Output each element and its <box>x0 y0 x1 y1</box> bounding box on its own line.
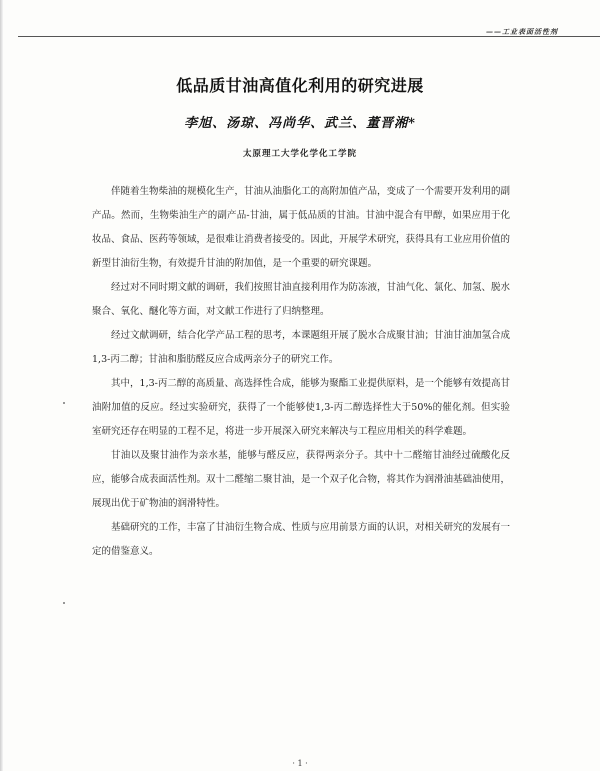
abstract-body <box>92 180 510 564</box>
affiliation: 太原理工大学化学化工学院 <box>242 149 357 159</box>
header-rule <box>18 36 600 37</box>
scan-speck <box>63 602 65 604</box>
paragraph-5: 甘油以及聚甘油作为亲水基，能够与醛反应，获得两亲分子。其中十二醛缩甘油经过硫酸化反应，能够合成表面活性剂。双十二醛缩二聚甘油，是一个双子化合物，将其作为润滑油基础油使用，展现出优于矿物油的润滑特性。 <box>92 450 511 509</box>
running-header: ——工业表面活性剂 <box>486 27 558 36</box>
author-list: 李旭、汤琼、冯尚华、武兰、董晋湘* <box>184 116 416 131</box>
paragraph-2: 经过对不同时期文献的调研，我们按照甘油直接利用作为防冻液，甘油气化、氯化、加氢、脱水聚合、氧化、醚化等方面，对文献工作进行了归纳整理。 <box>92 282 511 317</box>
scan-speck <box>63 402 65 404</box>
paragraph-4: 其中，1,3-丙二醇的高质量、高选择性合成，能够为聚酯工业提供原料，是一个能够有效提高甘油附加值的反应。经过实验研究，获得了一个能够使1,3-丙二醇选择性大于50%的催化剂。但实验室研究还存在明显的工程不足，将进一步开展深入研究来解决与工程应用相关的科学难题。 <box>92 378 510 437</box>
paper-title: 低品质甘油高值化利用的研究进展 <box>176 76 424 95</box>
page-number: · 1 · <box>292 759 308 768</box>
paragraph-1: 伴随着生物柴油的规模化生产，甘油从油脂化工的高附加值产品，变成了一个需要开发利用的副产品。然而，生物柴油生产的副产品-甘油，属于低品质的甘油。甘油中混合有甲醇，如果应用于化妆品、食品、医药等领域，是很难让消费者接受的。因此，开展学术研究，获得具有工业应用价值的新型甘油衍生物，有效提升甘油的附加值，是一个重要的研究课题。 <box>92 186 511 269</box>
paragraph-6: 基础研究的工作，丰富了甘油衍生物合成、性质与应用前景方面的认识，对相关研究的发展有一定的借鉴意义。 <box>92 522 511 557</box>
paragraph-3: 经过文献调研，结合化学产品工程的思考，本课题组开展了脱水合成聚甘油；甘油甘油加氢合成1,3-丙二醇；甘油和脂肪醛反应合成两亲分子的研究工作。 <box>92 330 511 365</box>
